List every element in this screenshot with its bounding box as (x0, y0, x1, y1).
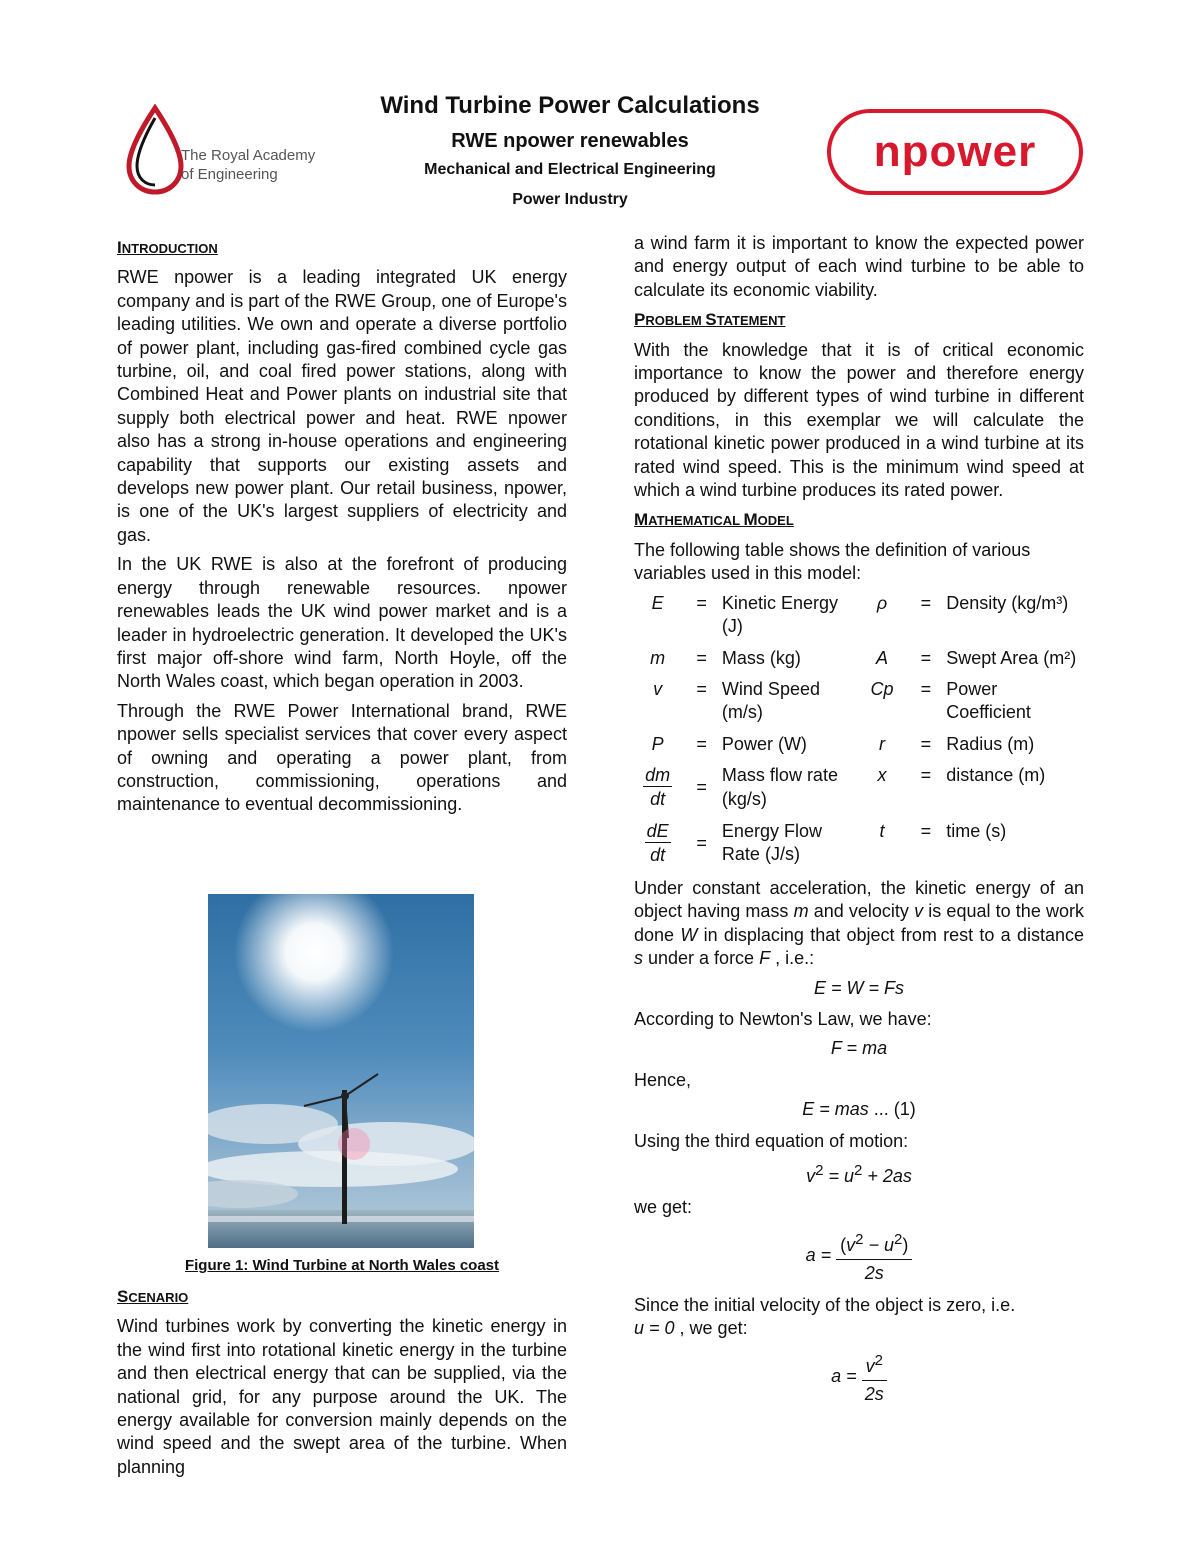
table-row: E = Kinetic Energy (J) ρ = Density (kg/m³) (651, 592, 1069, 637)
dm-dt-fraction: $\frac{dm}{dt}$ (645, 765, 671, 810)
initial-velocity-text: Since the initial velocity of the object is zero, i.e. u = 0 , we get: (634, 1294, 1016, 1339)
page-title: Wind Turbine Power Calculations (380, 92, 760, 119)
npower-logo-text: npower (873, 127, 1037, 176)
intro-paragraph-3: Through the RWE Power International brand, RWE npower sells specialist services that cover every aspect of owning and operating a power plant, from construction, commissioning, operations and maintenance to eventual decommissioning. (117, 700, 567, 815)
mathematical-model-heading: MATHEMATICAL MODEL (634, 510, 794, 530)
de-dt-fraction: $\frac{dE}{dt}$ (646, 820, 669, 865)
intro-paragraph-1: RWE npower is a leading integrated UK energy company and is part of the RWE Group, one of Europe's leading utilities. We own and operate a diverse portfolio of power plant, including gas-fired combined cycle gas turbine, oil, and coal fired power stations, along with Combined Heat and Power plants on industrial site that supply both electrical power and heat. RWE npower also has a strong in-house operations and engineering capability that supports our existing assets and develops new power plant. Our retail business, npower, is one of the UK's largest suppliers of electricity and gas. (117, 267, 567, 545)
page-subtitle: RWE npower renewables (451, 130, 689, 152)
table-row: m = Mass (kg) A = Swept Area (m²) (650, 647, 1077, 668)
royal-academy-line1: The Royal Academy (181, 147, 316, 164)
royal-academy-drop-icon (125, 104, 185, 196)
table-row: v = Wind Speed (m/s) Cp = Power Coefficient (653, 678, 1031, 723)
royal-academy-logo (125, 104, 325, 196)
scenario-section (117, 1285, 567, 1485)
equation-newton: F = ma (830, 1038, 888, 1059)
problem-statement-paragraph: With the knowledge that it is of critical economic importance to know the power and therefore energy produced by different types of wind turbine in different conditions, in this exemplar we will calculate the rotational kinetic power produced in a wind turbine at its rated wind speed. This is the minimum wind speed at which a wind turbine produces its rated power. (634, 339, 1084, 501)
equation-1: E = mas ... (1) (802, 1099, 916, 1120)
we-get-text: we get: (634, 1197, 693, 1218)
equation-work: E = W = Fs (813, 977, 905, 998)
scenario-paragraph-continued: a wind farm it is important to know the expected power and energy output of each wind turbine to be able to calculate its economic viability. (634, 233, 1084, 300)
intro-paragraph-2: In the UK RWE is also at the forefront of producing energy through renewable resources. npower renewables leads the UK wind power market and is a leader in hydroelectric generation. It developed the UK's first major off-shore wind farm, North Hoyle, off the North Wales coast, which began operation in 2003. (117, 554, 567, 692)
right-column (634, 232, 1084, 1415)
third-equation-text: Using the third equation of motion: (634, 1130, 909, 1151)
variables-table (634, 592, 1084, 875)
equation-acceleration-final: a = $\frac{v^2}{2s}$ (634, 1347, 1084, 1407)
figure-caption: Figure 1: Wind Turbine at North Wales coast (184, 1257, 500, 1274)
table-row: $\frac{dm}{dt}$ = Mass flow rate (kg/s) x = distance (m) (645, 765, 1046, 810)
table-row: $\frac{dE}{dt}$ = Energy Flow Rate (J/s) t = time (s) (646, 820, 1007, 865)
scenario-heading: SCENARIO (117, 1287, 189, 1306)
department-label: Mechanical and Electrical Engineering (424, 161, 716, 178)
introduction-heading: INTRODUCTION (117, 238, 218, 257)
industry-label: Power Industry (512, 191, 628, 208)
equation-acceleration: a = $\frac{(v^2 - u^2)}{2s}$ (634, 1226, 1084, 1286)
equation-motion: $v^2 = u^2 + 2as$ (806, 1162, 912, 1186)
left-column (117, 236, 567, 823)
problem-statement-heading: PROBLEM STATEMENT (634, 310, 786, 330)
royal-academy-line2: of Engineering (181, 166, 278, 183)
wind-turbine-photo (208, 894, 474, 1248)
table-row: P = Power (W) r = Radius (m) (651, 733, 1035, 754)
kinetic-energy-paragraph: Under constant acceleration, the kinetic energy of an object having mass m and velocity v is equal to the work done W in displacing that object from rest to a distance s under a force F , i.e.: (634, 877, 1084, 969)
model-intro: The following table shows the definition of various variables used in this model: (634, 539, 1031, 584)
npower-logo (826, 108, 1084, 196)
newton-law-text: According to Newton's Law, we have: (634, 1008, 932, 1029)
scenario-paragraph: Wind turbines work by converting the kinetic energy in the wind first into rotational kinetic energy in the turbine and then electrical energy that can be supplied, via the national grid, for any purpose around the UK. The energy available for conversion mainly depends on the wind speed and the swept area of the turbine. When planning (117, 1316, 567, 1477)
hence-text: Hence, (634, 1069, 692, 1090)
